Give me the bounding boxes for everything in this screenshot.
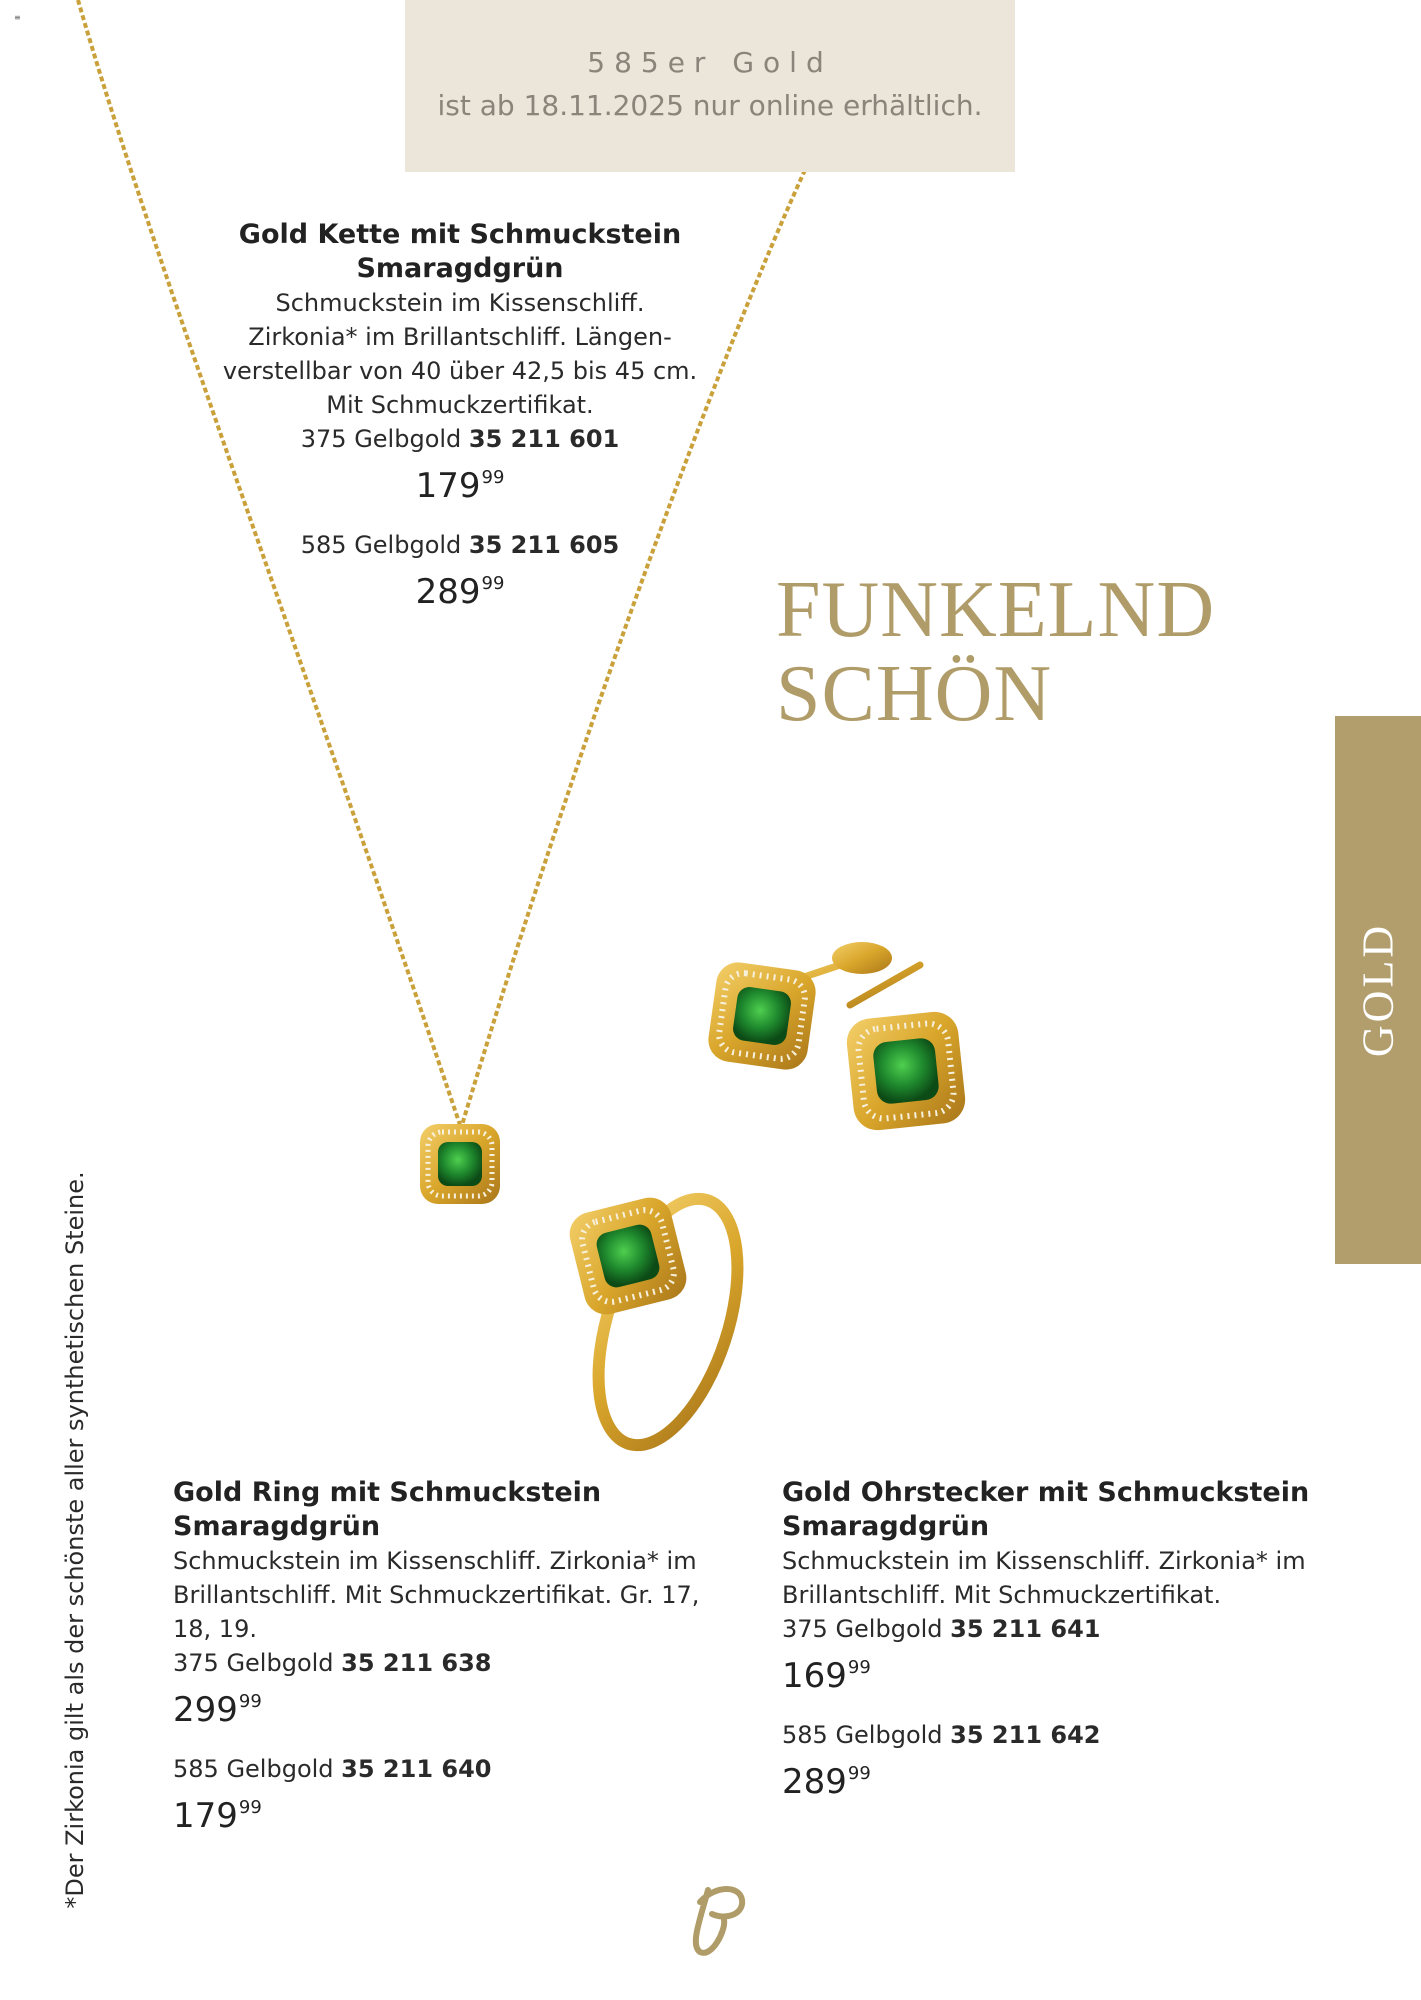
- price-main: 169: [782, 1656, 847, 1696]
- headline: [776, 568, 1236, 736]
- article-number: 35 211 640: [341, 1755, 492, 1783]
- online-only-banner: [405, 0, 1015, 172]
- footnote: *Der Zirkonia gilt als der schönste aller synthetischen Steine.: [61, 1171, 89, 1909]
- price-cents: 99: [238, 1691, 262, 1712]
- product-ring: [173, 1476, 733, 1838]
- earrings-image: [706, 942, 968, 1133]
- product-description: Schmuckstein im Kissenschliff. Zirkonia* im Brillantschliff. Mit Schmuckzertifikat.: [782, 1547, 1306, 1609]
- price-cents: 99: [847, 1657, 871, 1678]
- price-main: 179: [173, 1796, 238, 1836]
- price-cents: 99: [238, 1797, 262, 1818]
- product-description: Schmuckstein im Kissenschliff. Zirkonia* im Brillantschliff. Mit Schmuckzertifikat. Gr. 17, 18, 19.: [173, 1547, 700, 1643]
- variant-code: [173, 1752, 733, 1786]
- price: [173, 1680, 733, 1732]
- price-cents: 99: [481, 573, 505, 594]
- headline-line-2: SCHÖN: [776, 650, 1053, 738]
- article-number: 35 211 638: [341, 1649, 492, 1677]
- product-description: Schmuckstein im Kissenschliff. Zirkonia* im Brillantschliff. Längen-verstellbar von 40 über 42,5 bis 45 cm. Mit Schmuckzertifikat.: [222, 289, 698, 419]
- variant-material: 585 Gelbgold: [300, 531, 462, 559]
- category-tab-label: GOLD: [1353, 922, 1403, 1058]
- price: [173, 1786, 733, 1838]
- variant-material: 585 Gelbgold: [173, 1755, 334, 1783]
- article-number: 35 211 605: [468, 531, 620, 559]
- price-main: 289: [782, 1762, 847, 1802]
- menu-icon: ≡: [14, 13, 21, 22]
- price: [220, 562, 700, 614]
- price: [220, 456, 700, 508]
- variant-material: 375 Gelbgold: [173, 1649, 334, 1677]
- product-title: Gold Ohrstecker mit Schmuckstein Smaragdgrün: [782, 1477, 1310, 1542]
- ring-image: [565, 1182, 765, 1463]
- variant-code: [220, 528, 700, 562]
- price-main: 179: [415, 466, 481, 506]
- variant-code: [782, 1612, 1342, 1646]
- variant-code: [173, 1646, 733, 1680]
- price: [782, 1752, 1342, 1804]
- category-tab: [1335, 716, 1421, 1264]
- variant-material: 585 Gelbgold: [782, 1721, 943, 1749]
- banner-line-1: 585er Gold: [587, 46, 833, 79]
- price-cents: 99: [481, 467, 505, 488]
- price: [782, 1646, 1342, 1698]
- variant-material: 375 Gelbgold: [300, 425, 462, 453]
- price-cents: 99: [847, 1763, 871, 1784]
- variant-code: [782, 1718, 1342, 1752]
- product-title: Gold Kette mit Schmuckstein Smaragdgrün: [238, 219, 682, 284]
- article-number: 35 211 642: [950, 1721, 1101, 1749]
- article-number: 35 211 641: [950, 1615, 1101, 1643]
- variant-material: 375 Gelbgold: [782, 1615, 943, 1643]
- price-main: 299: [173, 1690, 238, 1730]
- product-title: Gold Ring mit Schmuckstein Smaragdgrün: [173, 1477, 602, 1542]
- headline-line-1: FUNKELND: [776, 566, 1216, 654]
- article-number: 35 211 601: [468, 425, 620, 453]
- price-main: 289: [415, 572, 481, 612]
- product-necklace: [220, 218, 700, 614]
- banner-line-2: ist ab 18.11.2025 nur online erhältlich.: [437, 89, 983, 122]
- product-earrings: [782, 1476, 1342, 1804]
- variant-code: [220, 422, 700, 456]
- tchibo-logo-icon: [696, 1889, 742, 1953]
